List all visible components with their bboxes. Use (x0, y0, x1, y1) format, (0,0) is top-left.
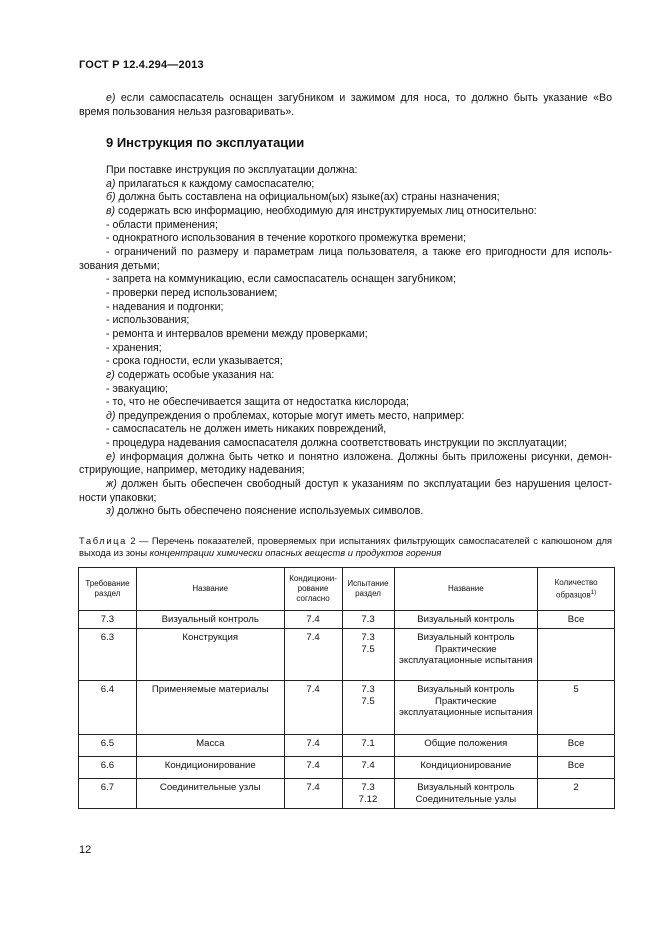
cell-test-name (394, 629, 538, 681)
list-line (79, 451, 612, 465)
cell-test-name-line: Соединительные узлы (415, 793, 517, 805)
cell-test-name-line: Визуальный контроль (417, 782, 515, 794)
cell-name: Соединительные узлы (136, 779, 284, 809)
th-test-name: Название (394, 568, 538, 611)
list-line (79, 410, 612, 424)
cell-test-name (394, 757, 538, 779)
cell-test-line: 7.4 (361, 760, 375, 772)
list-text: - хранения; (106, 341, 162, 354)
cell-conditioning: 7.4 (284, 629, 342, 681)
table-row (79, 757, 615, 779)
list-text: содержать всю информацию, необходимую для инструктируемых лиц относительно: (118, 204, 537, 217)
list-text: ности упаковки; (79, 491, 157, 504)
cell-conditioning: 7.4 (284, 757, 342, 779)
cell-test-name (394, 681, 538, 735)
cell-conditioning: 7.4 (284, 681, 342, 735)
list-text: - использования; (106, 314, 190, 327)
cell-test (342, 629, 394, 681)
list-marker: е) (106, 450, 116, 463)
list-text: содержать особые указания на: (117, 368, 275, 381)
list-line (79, 396, 612, 410)
cell-test-line: 7.1 (361, 738, 375, 750)
list-line (79, 178, 612, 192)
list-text: должна быть составлена на официальном(ых) языке(ах) страны назначения; (118, 191, 500, 204)
page-number: 12 (79, 844, 92, 856)
list-line (79, 301, 612, 315)
cell-test-line: 7.12 (358, 793, 378, 805)
th-test: Испытание раздел (342, 568, 394, 611)
list-text: - области применения; (106, 218, 218, 231)
table-row (79, 611, 615, 629)
list-text: информация должна быть четко и понятно изложена. Должны быть приложены рисунки, демон- (119, 450, 613, 463)
list-marker: ж) (106, 478, 117, 491)
list-marker: а) (106, 177, 116, 190)
cell-test (342, 681, 394, 735)
list-text: - процедура надевания самоспасателя должна соответствовать инструкции по эксплуатации; (106, 437, 567, 450)
th-quantity-label: Количество образцов (554, 577, 598, 600)
list-line (79, 369, 612, 383)
cell-test-line: 7.3 (361, 684, 375, 696)
list-line (79, 260, 612, 274)
cell-test-line: 7.5 (361, 643, 375, 655)
cell-conditioning: 7.4 (284, 779, 342, 809)
list-text: - эвакуацию; (106, 382, 168, 395)
cell-quantity (538, 629, 615, 681)
cell-name: Визуальный контроль (136, 611, 284, 629)
list-marker: д) (106, 409, 116, 422)
cell-requirement: 6.7 (79, 779, 137, 809)
cell-test-line: 7.3 (361, 614, 375, 625)
cell-requirement: 6.6 (79, 757, 137, 779)
cell-name: Масса (136, 735, 284, 757)
cell-test-name-line: Кондиционирование (420, 760, 512, 772)
list-line (79, 342, 612, 356)
list-text: - ограничений по размеру и параметрам лица пользователя, а также его пригодности для исполь- (106, 245, 612, 258)
cell-test-name-line: Визуальный контроль (417, 632, 515, 644)
cell-name: Конструкция (136, 629, 284, 681)
cell-test-name (394, 735, 538, 757)
table-caption-number: 2 (130, 535, 136, 546)
cell-test-name (394, 779, 538, 809)
cell-test (342, 735, 394, 757)
cell-test-line: 7.3 (361, 632, 375, 644)
cell-test (342, 779, 394, 809)
list-text: - проверки перед использованием; (106, 286, 278, 299)
table-caption-text: — Перечень показателей, проверяемых при испытаниях фильтрующих самоспасателей с капюшоном для выхода из зоны (79, 535, 612, 559)
cell-conditioning: 7.4 (284, 735, 342, 757)
list-text: - запрета на коммуникацию, если самоспасатель оснащен загубником; (106, 273, 456, 286)
list-line (79, 273, 612, 287)
table-caption (79, 535, 612, 560)
intro-text: если самоспасатель оснащен загубником и зажимом для носа, то должно быть указание «Во время пользования нельзя разговаривать». (79, 92, 612, 118)
cell-requirement: 6.5 (79, 735, 137, 757)
list-text: - ремонта и интервалов времени между проверками; (106, 327, 368, 340)
cell-quantity: Все (538, 611, 615, 629)
footnote-mark: 1) (590, 589, 597, 596)
list-text: стрирующие, например, методику надевания; (79, 464, 305, 477)
cell-test (342, 611, 394, 629)
cell-test-name-line: Общие положения (424, 738, 508, 750)
th-name: Название (136, 568, 284, 611)
list-line (79, 464, 612, 478)
cell-test-line: 7.5 (361, 695, 375, 707)
list-line (79, 355, 612, 369)
list-line (79, 314, 612, 328)
th-requirement: Требование раздел (79, 568, 137, 611)
list-line (79, 164, 612, 178)
th-conditioning: Кондициони-рование согласно (284, 568, 342, 611)
th-quantity (538, 568, 615, 611)
section-title: 9 Инструкция по эксплуатации (106, 135, 305, 150)
list-marker: з) (106, 505, 115, 518)
intro-paragraph (79, 92, 612, 119)
cell-test (342, 757, 394, 779)
table-row (79, 681, 615, 735)
cell-conditioning: 7.4 (284, 611, 342, 629)
list-text: При поставке инструкция по эксплуатации должна: (106, 164, 358, 176)
cell-requirement: 6.3 (79, 629, 137, 681)
list-text: - самоспасатель не должен иметь никаких повреждений, (106, 423, 387, 436)
list-text: - однократного использования в течение короткого промежутка времени; (106, 232, 467, 245)
instructions-list (79, 164, 612, 519)
list-line (79, 232, 612, 246)
cell-test-name-line: Визуальный контроль (417, 684, 515, 696)
requirements-table (78, 567, 615, 809)
cell-quantity: Все (538, 735, 615, 757)
list-line (79, 423, 612, 437)
cell-test-name-line: Визуальный контроль (417, 614, 515, 625)
cell-requirement: 6.4 (79, 681, 137, 735)
cell-quantity: 2 (538, 779, 615, 809)
list-line (79, 478, 612, 492)
list-line (79, 219, 612, 233)
list-text: прилагаться к каждому самоспасателю; (118, 177, 315, 190)
list-line (79, 505, 612, 519)
list-line (79, 328, 612, 342)
list-text: зования детьми; (79, 259, 160, 272)
list-text: должно быть обеспечено пояснение используемых символов. (117, 505, 424, 518)
list-line (79, 383, 612, 397)
list-marker: г) (106, 368, 115, 381)
cell-quantity: Все (538, 757, 615, 779)
list-line (79, 205, 612, 219)
list-text: - надевания и подгонки; (106, 300, 224, 313)
cell-quantity: 5 (538, 681, 615, 735)
cell-test-name-line: Практические эксплуатационные испытания (399, 695, 533, 719)
cell-test-line: 7.3 (361, 782, 375, 794)
list-line (79, 287, 612, 301)
list-text: - срока годности, если указывается; (106, 355, 283, 368)
cell-requirement: 7.3 (79, 611, 137, 629)
table-header-row (79, 568, 615, 611)
cell-test-name (394, 611, 538, 629)
table-caption-italic: концентрации химически опасных веществ и продуктов горения (149, 547, 442, 559)
list-marker: б) (106, 191, 116, 204)
table-row (79, 629, 615, 681)
cell-name: Применяемые материалы (136, 681, 284, 735)
list-text: предупреждения о проблемах, которые могут иметь место, например: (118, 409, 465, 422)
intro-marker: е) (106, 92, 116, 104)
list-line (79, 191, 612, 205)
list-line (79, 492, 612, 506)
list-line (79, 437, 612, 451)
table-row (79, 779, 615, 809)
cell-test-name-line: Практические эксплуатационные испытания (399, 643, 533, 667)
cell-name: Кондиционирование (136, 757, 284, 779)
table-row (79, 735, 615, 757)
table-caption-label: Таблица (79, 535, 127, 546)
document-header: ГОСТ Р 12.4.294—2013 (79, 59, 204, 71)
list-marker: в) (106, 204, 116, 217)
list-text: должен быть обеспечен свободный доступ к указаниям по эксплуатации без нарушения целост- (121, 478, 612, 491)
list-line (79, 246, 612, 260)
list-text: - то, что не обеспечивается защита от недостатка кислорода; (106, 396, 409, 409)
